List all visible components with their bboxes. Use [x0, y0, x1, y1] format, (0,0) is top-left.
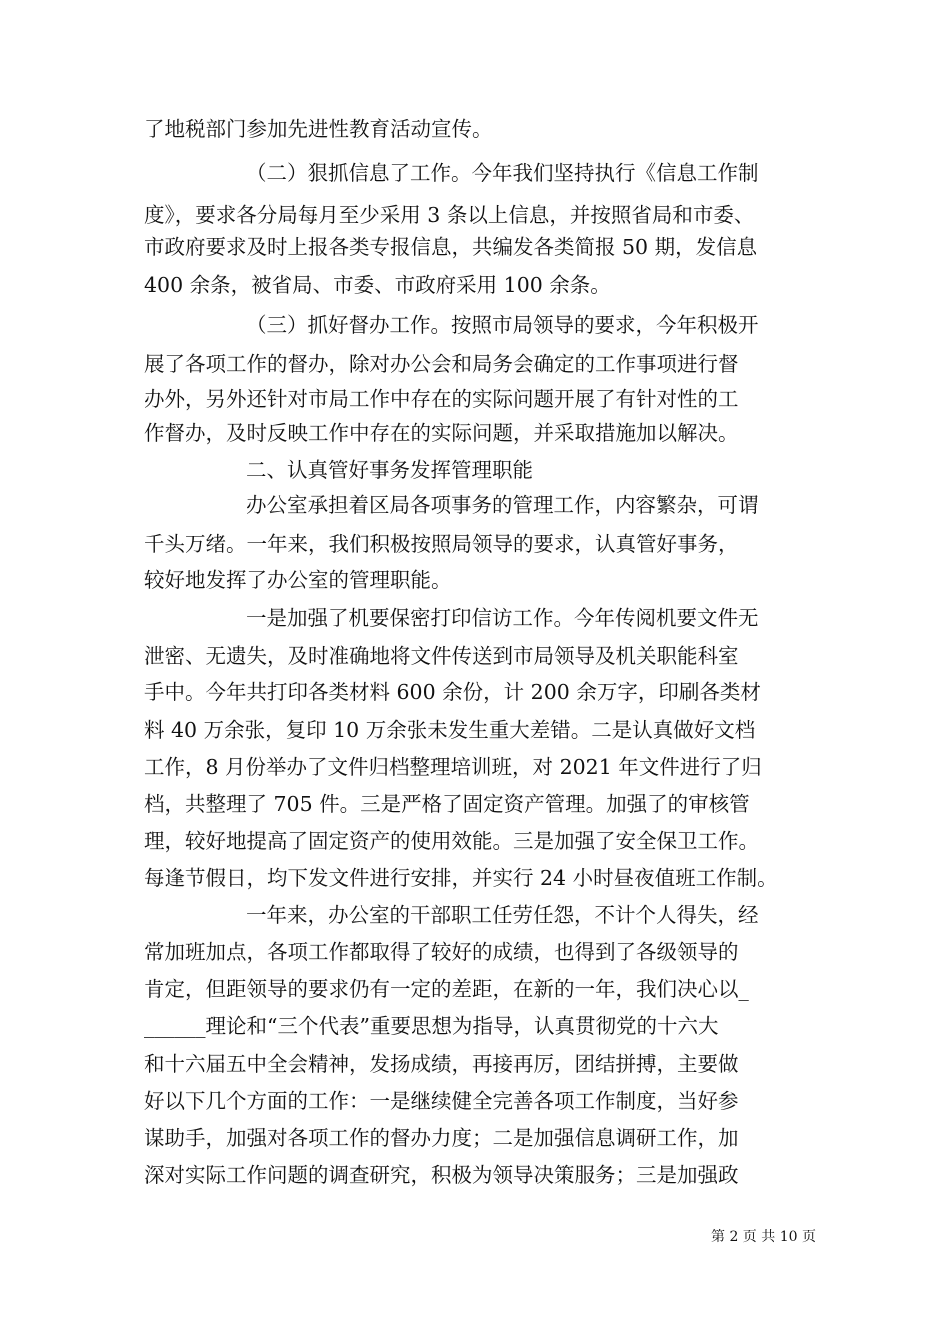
body-line: 了地税部门参加先进性教育活动宣传。 — [144, 117, 493, 141]
body-line: 每逢节假日，均下发文件进行安排，并实行 24 小时昼夜值班工作制。 — [144, 866, 778, 890]
body-line: 一是加强了机要保密打印信访工作。今年传阅机要文件无 — [246, 606, 759, 630]
body-line: 肯定，但距领导的要求仍有一定的差距，在新的一年，我们决心以_ — [144, 977, 749, 1001]
body-line: （二）狠抓信息了工作。今年我们坚持执行《信息工作制 — [246, 161, 759, 185]
body-line: 千头万绪。一年来，我们积极按照局领导的要求，认真管好事务， — [144, 532, 739, 556]
body-line: 料 40 万余张，复印 10 万余张未发生重大差错。二是认真做好文档 — [144, 718, 756, 742]
body-line: 展了各项工作的督办，除对办公会和局务会确定的工作事项进行督 — [144, 352, 739, 376]
body-line: 泄密、无遗失，及时准确地将文件传送到市局领导及机关职能科室 — [144, 644, 739, 668]
body-line: 和十六届五中全会精神，发扬成绩，再接再厉，团结拼搏，主要做 — [144, 1052, 739, 1076]
body-line: （三）抓好督办工作。按照市局领导的要求，今年积极开 — [246, 313, 759, 337]
body-line: 400 余条，被省局、市委、市政府采用 100 余条。 — [144, 273, 611, 297]
body-line: 深对实际工作问题的调查研究，积极为领导决策服务；三是加强政 — [144, 1163, 739, 1187]
body-line: 理，较好地提高了固定资产的使用效能。三是加强了安全保卫工作。 — [144, 829, 759, 853]
body-line: 手中。今年共打印各类材料 600 余份，计 200 余万字，印刷各类材 — [144, 680, 761, 704]
body-line: 市政府要求及时上报各类专报信息，共编发各类简报 50 期，发信息 — [144, 235, 758, 259]
body-line: 一年来，办公室的干部职工任劳任怨，不计个人得失，经 — [246, 903, 759, 927]
body-line: 办外，另外还针对市局工作中存在的实际问题开展了有针对性的工 — [144, 387, 739, 411]
body-line: 谋助手，加强对各项工作的督办力度；二是加强信息调研工作，加 — [144, 1126, 739, 1150]
body-line: 档，共整理了 705 件。三是严格了固定资产管理。加强了的审核管 — [144, 792, 750, 816]
page-number: 第 2 页 共 10 页 — [711, 1229, 816, 1245]
body-line: 好以下几个方面的工作：一是继续健全完善各项工作制度，当好参 — [144, 1089, 739, 1113]
body-line: 常加班加点，各项工作都取得了较好的成绩，也得到了各级领导的 — [144, 940, 739, 964]
body-line: 较好地发挥了办公室的管理职能。 — [144, 568, 452, 592]
body-line: ______理论和“三个代表”重要思想为指导，认真贯彻党的十六大 — [144, 1014, 719, 1038]
body-line: 办公室承担着区局各项事务的管理工作，内容繁杂，可谓 — [246, 493, 759, 517]
body-line: 工作，8 月份举办了文件归档整理培训班，对 2021 年文件进行了归 — [144, 755, 762, 779]
body-line: 度》，要求各分局每月至少采用 3 条以上信息，并按照省局和市委、 — [144, 203, 755, 227]
body-line: 作督办，及时反映工作中存在的实际问题，并采取措施加以解决。 — [144, 421, 739, 445]
section-heading: 二、认真管好事务发挥管理职能 — [246, 458, 533, 482]
